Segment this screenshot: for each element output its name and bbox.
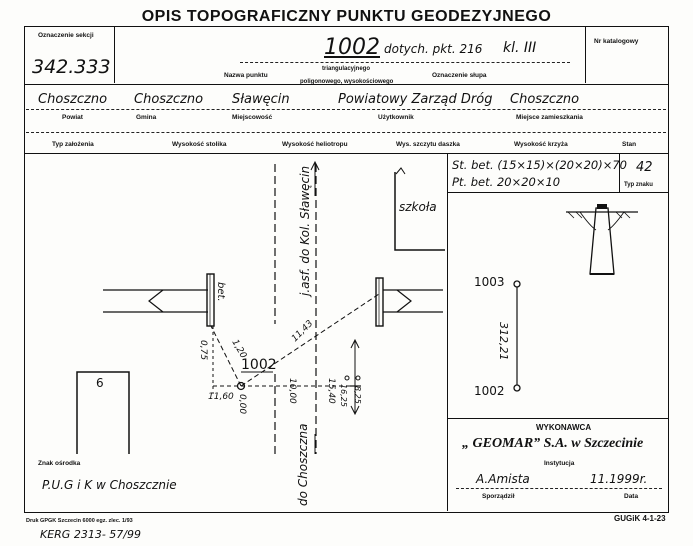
katalog-label: Nr katalogowy: [594, 38, 639, 45]
znak-value: P.U.G i K w Choszcznie: [42, 478, 177, 492]
daszek-label: Wys. szczytu daszka: [396, 141, 460, 148]
powiat-label: Powiat: [62, 114, 83, 121]
side-distance: 312,21: [497, 322, 510, 361]
sporzadzil-value: A.Amista: [476, 472, 530, 486]
side-bottom-label: 1002: [474, 384, 505, 398]
point-dotych: dotych. pkt. 216: [384, 42, 483, 56]
divider: [26, 109, 666, 110]
powiat-value: Choszczno: [38, 92, 108, 107]
distance-8: 16,25: [339, 384, 348, 407]
wykonawca-label: WYKONAWCA: [536, 423, 592, 432]
trig-label: triangulacyjnego: [322, 66, 371, 72]
stabilizacja-line2: Pt. bet. 20×20×10: [452, 175, 561, 189]
bet-label: bet.: [215, 282, 226, 302]
miejsce-value: Choszczno: [510, 92, 580, 107]
footer-gugik: GUGiK 4-1-23: [614, 514, 666, 523]
distance-3: 11,60: [208, 392, 234, 402]
uzytkownik-value: Powiatowy Zarząd Dróg: [338, 92, 493, 107]
sekcja-label: Oznaczenie sekcji: [38, 32, 94, 39]
footer-kerg: KERG 2313- 57/99: [40, 528, 141, 541]
znak-label: Znak ośrodka: [38, 460, 81, 467]
road-lower-label: do Choszczna: [296, 423, 310, 506]
data-label: Data: [624, 493, 639, 500]
stan-label: Stan: [622, 141, 637, 148]
polig-label: poligonowego, wysokościowego: [300, 79, 394, 85]
side-top-label: 1003: [474, 275, 505, 289]
miejscowosc-value: Sławęcin: [232, 92, 290, 107]
road-upper-label: j.asf. do Kol. Sławęcin: [298, 165, 312, 296]
divider: [114, 27, 115, 83]
distance-4: 0,00: [237, 394, 247, 415]
krzyz-label: Wysokość krzyża: [514, 141, 568, 148]
footer-print-info: Druk GPGK Szczecin 6000 egz. zlec. 1/93: [26, 518, 133, 524]
uzytkownik-label: Użytkownik: [378, 114, 414, 121]
stolik-label: Wysokość stolika: [172, 141, 227, 148]
nazwa-label: Nazwa punktu: [224, 72, 268, 79]
typ-znaku-label: Typ znaku: [624, 182, 653, 188]
building-number: 6: [96, 376, 104, 390]
divider: [447, 418, 669, 419]
point-klasa: kl. III: [503, 40, 537, 56]
distance-6: 10,00: [287, 378, 297, 404]
szkola-label: szkoła: [399, 200, 437, 214]
typ-label: Typ założenia: [52, 141, 94, 148]
form-title: OPIS TOPOGRAFICZNY PUNKTU GEODEZYJNEGO: [141, 8, 552, 25]
point-number: 1002: [324, 35, 380, 60]
instytucja-label: Instytucja: [544, 460, 575, 467]
divider: [447, 192, 669, 193]
divider: [447, 154, 448, 511]
divider: [240, 62, 570, 63]
monument-section-icon: [562, 200, 642, 280]
divider: [456, 488, 662, 489]
gmina-value: Choszczno: [134, 92, 204, 107]
sporzadzil-label: Sporządził: [482, 493, 515, 500]
stan-value: 42: [636, 160, 653, 175]
stabilizacja-line1: St. bet. (15×15)×(20×20)×70: [452, 158, 627, 172]
point-label: 1002: [241, 357, 277, 373]
divider: [26, 132, 666, 133]
distance-9: 8,25: [353, 386, 362, 404]
divider: [585, 27, 586, 83]
heliotrop-label: Wysokość heliotropu: [282, 141, 348, 148]
distance-7: 15,40: [326, 378, 336, 404]
slup-label: Oznaczenie słupa: [432, 72, 487, 79]
sekcja-value: 342.333: [32, 56, 111, 78]
distance-5: 11,43: [290, 318, 316, 345]
distance-2: 0,75: [198, 340, 208, 361]
miejscowosc-label: Miejscowość: [232, 114, 273, 121]
date-value: 11.1999r.: [590, 472, 648, 486]
wykonawca-firm: „ GEOMAR” S.A. w Szczecinie: [462, 436, 644, 451]
miejsce-label: Miejsce zamieszkania: [516, 114, 583, 121]
distance-1: 1,20: [229, 338, 249, 361]
site-sketch: [25, 154, 446, 454]
gmina-label: Gmina: [136, 114, 157, 121]
